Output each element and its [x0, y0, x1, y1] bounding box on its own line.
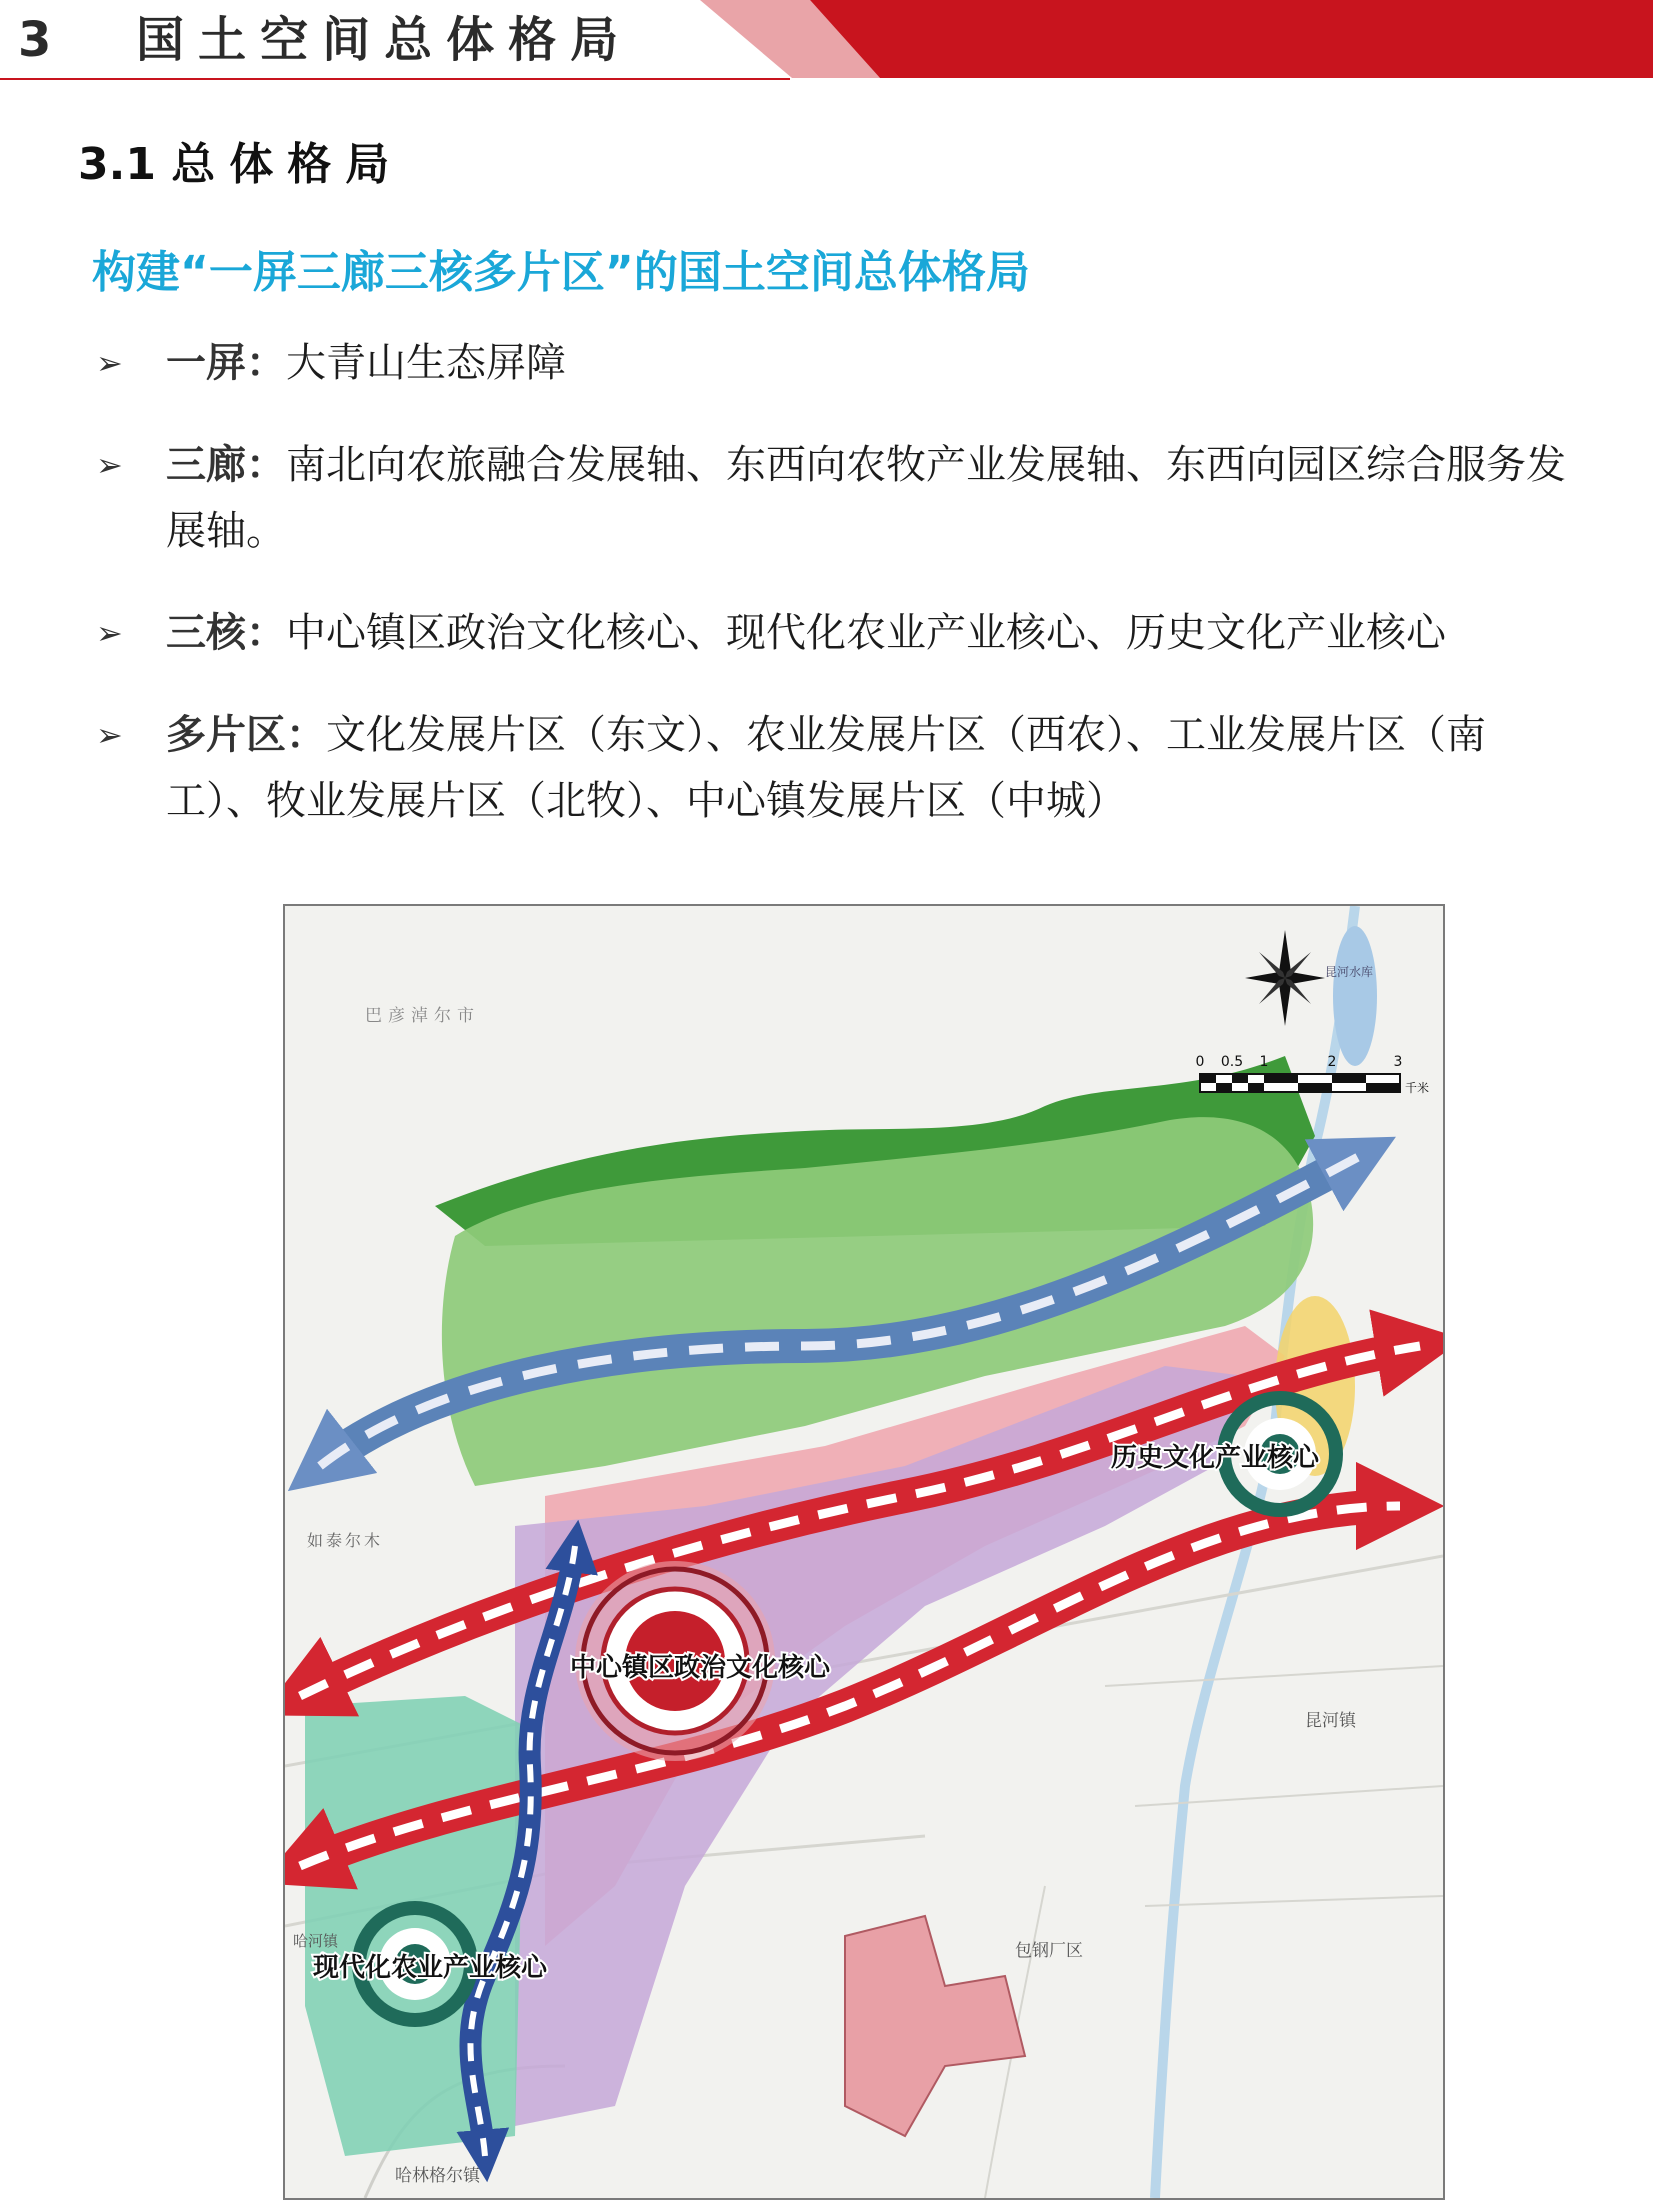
bullet-list: [96, 330, 1566, 870]
bullet-text: 南北向农旅融合发展轴、东西向农牧产业发展轴、东西向园区综合服务发展轴。: [166, 442, 1566, 554]
svg-text:2: 2: [1327, 1054, 1337, 1070]
bullet-term: 一屏: [166, 340, 246, 386]
section-number: 3.1: [78, 139, 156, 190]
chapter-number: 3: [18, 12, 66, 68]
bullet-item: ➢ 一屏：大青山生态屏障: [96, 330, 1566, 396]
section-title: [78, 128, 403, 192]
svg-text:千米: 千米: [1405, 1081, 1430, 1095]
core-label-historic: 历史文化产业核心: [1110, 1443, 1320, 1473]
bullet-term: 三廊: [166, 442, 246, 488]
svg-text:0: 0: [1195, 1054, 1205, 1070]
place-label: 巴彦淖尔市: [365, 1006, 480, 1026]
place-label: 哈河镇: [293, 1932, 339, 1950]
reservoir: [1333, 926, 1377, 1066]
bullet-term: 三核: [166, 610, 246, 656]
arrow-bullet-icon: ➢: [96, 614, 123, 652]
farm-zone: [305, 1696, 525, 2156]
map-canvas: [285, 906, 1443, 2198]
place-label: 昆河水库: [1325, 965, 1374, 979]
place-label: 如泰尔木: [307, 1531, 384, 1550]
svg-text:0.5: 0.5: [1220, 1054, 1244, 1070]
section-name: 总体格局: [171, 139, 404, 190]
core-label-central: 中心镇区政治文化核心: [569, 1653, 831, 1683]
chapter-title: [18, 8, 632, 72]
svg-text:3: 3: [1393, 1054, 1403, 1070]
svg-text:1: 1: [1259, 1054, 1269, 1070]
arrow-bullet-icon: ➢: [96, 716, 123, 754]
chapter-name: 国土空间总体格局: [136, 12, 633, 68]
headline: 构建“一屏三廊三核多片区”的国土空间总体格局: [92, 247, 1030, 298]
core-label-agriculture: 现代化农业产业核心: [312, 1953, 548, 1983]
bullet-item: ➢ 三核：中心镇区政治文化核心、现代化农业产业核心、历史文化产业核心: [96, 600, 1566, 666]
bullet-term: 多片区: [166, 712, 286, 758]
place-label: 哈林格尔镇: [395, 2166, 480, 2186]
bullet-item: ➢ 三廊：南北向农旅融合发展轴、东西向农牧产业发展轴、东西向园区综合服务发展轴。: [96, 432, 1566, 564]
place-label: 包钢厂区: [1015, 1941, 1083, 1961]
bullet-item: ➢ 多片区：文化发展片区（东文）、农业发展片区（西农）、工业发展片区（南工）、牧业发展片区（北牧）、中心镇发展片区（中城）: [96, 702, 1566, 834]
bullet-text: 大青山生态屏障: [286, 340, 566, 386]
arrow-bullet-icon: ➢: [96, 344, 123, 382]
bullet-text: 中心镇区政治文化核心、现代化农业产业核心、历史文化产业核心: [286, 610, 1446, 656]
bullet-text: 文化发展片区（东文）、农业发展片区（西农）、工业发展片区（南工）、牧业发展片区（北牧）、中心镇发展片区（中城）: [166, 712, 1486, 824]
land-use-structure-map: [283, 904, 1445, 2200]
place-label: 昆河镇: [1305, 1711, 1356, 1731]
arrow-bullet-icon: ➢: [96, 446, 123, 484]
